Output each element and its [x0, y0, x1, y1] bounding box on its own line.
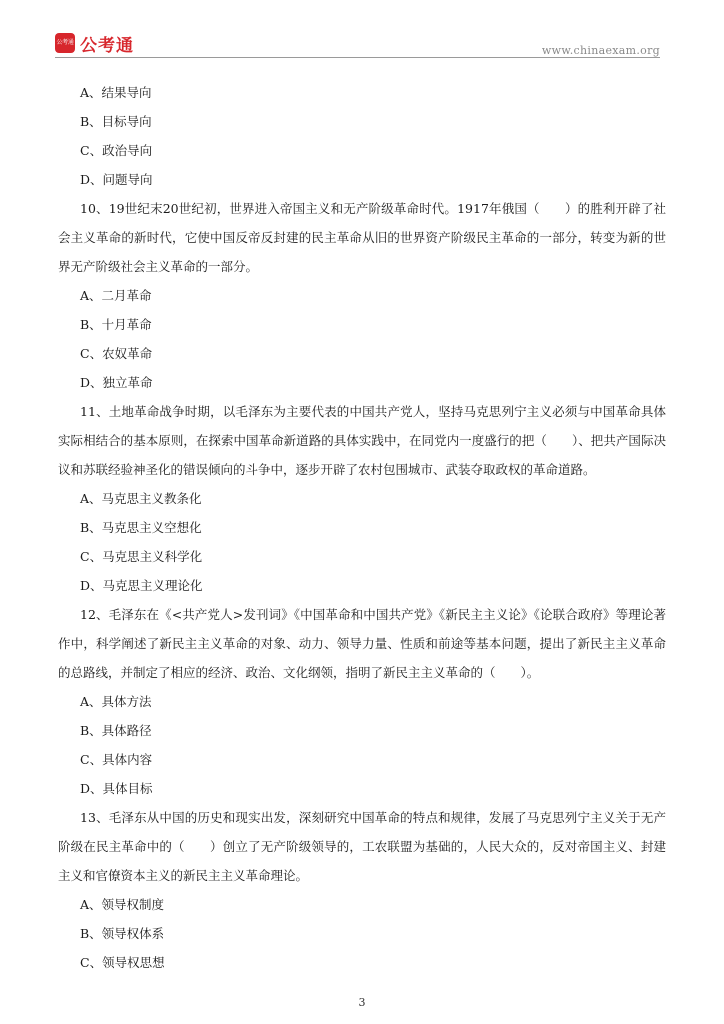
header-divider: [55, 57, 660, 58]
question-10-text: 10、19世纪末20世纪初，世界进入帝国主义和无产阶级革命时代。1917年俄国（ ）的胜利开辟了社会主义革命的新时代，它使中国反帝反封建的民主革命从旧的世界资产阶级民主革命的一部分，转变为新的世界无产阶级社会主义革命的一部分。: [58, 201, 666, 274]
q10-option-a: A、二月革命: [80, 288, 152, 303]
q9-option-b: B、目标导向: [80, 114, 152, 129]
q12-option-c: C、具体内容: [80, 752, 153, 767]
site-url[interactable]: www.chinaexam.org: [541, 44, 660, 57]
question-13-text: 13、毛泽东从中国的历史和现实出发，深刻研究中国革命的特点和规律，发展了马克思列宁主义关于无产阶级在民主革命中的（ ）创立了无产阶级领导的，工农联盟为基础的，人民大众的，反对帝国主义、封建主义和官僚资本主义的新民主主义革命理论。: [58, 810, 666, 883]
q10-option-d: D、独立革命: [80, 375, 153, 390]
q13-option-b: B、领导权体系: [80, 926, 165, 941]
page-number: 3: [358, 996, 366, 1009]
document-body: [58, 78, 666, 977]
q11-option-b: B、马克思主义空想化: [80, 520, 202, 535]
logo-badge: 公考通: [55, 33, 75, 53]
q12-option-d: D、具体目标: [80, 781, 153, 796]
q12-option-a: A、具体方法: [80, 694, 152, 709]
page-header: [0, 0, 724, 60]
logo-text: 公考通: [80, 36, 134, 56]
q13-option-c: C、领导权思想: [80, 955, 165, 970]
q9-option-a: A、结果导向: [80, 85, 152, 100]
q11-option-d: D、马克思主义理论化: [80, 578, 203, 593]
q9-option-d: D、问题导向: [80, 172, 153, 187]
q10-option-c: C、农奴革命: [80, 346, 153, 361]
q12-option-b: B、具体路径: [80, 723, 152, 738]
q13-option-a: A、领导权制度: [80, 897, 165, 912]
q9-option-c: C、政治导向: [80, 143, 153, 158]
q10-option-b: B、十月革命: [80, 317, 152, 332]
q11-option-c: C、马克思主义科学化: [80, 549, 203, 564]
q11-option-a: A、马克思主义教条化: [80, 491, 202, 506]
question-12-text: 12、毛泽东在《<共产党人>发刊词》《中国革命和中国共产党》《新民主主义论》《论联合政府》等理论著作中，科学阐述了新民主主义革命的对象、动力、领导力量、性质和前途等基本问题，提出了新民主主义革命的总路线，并制定了相应的经济、政治、文化纲领，指明了新民主主义革命的（ ）。: [58, 607, 666, 680]
question-11-text: 11、土地革命战争时期，以毛泽东为主要代表的中国共产党人，坚持马克思列宁主义必须与中国革命具体实际相结合的基本原则，在探索中国革命新道路的具体实践中，在同党内一度盛行的把（ ）、把共产国际决议和苏联经验神圣化的错误倾向的斗争中，逐步开辟了农村包围城市、武装夺取政权的革命道路。: [58, 404, 666, 477]
